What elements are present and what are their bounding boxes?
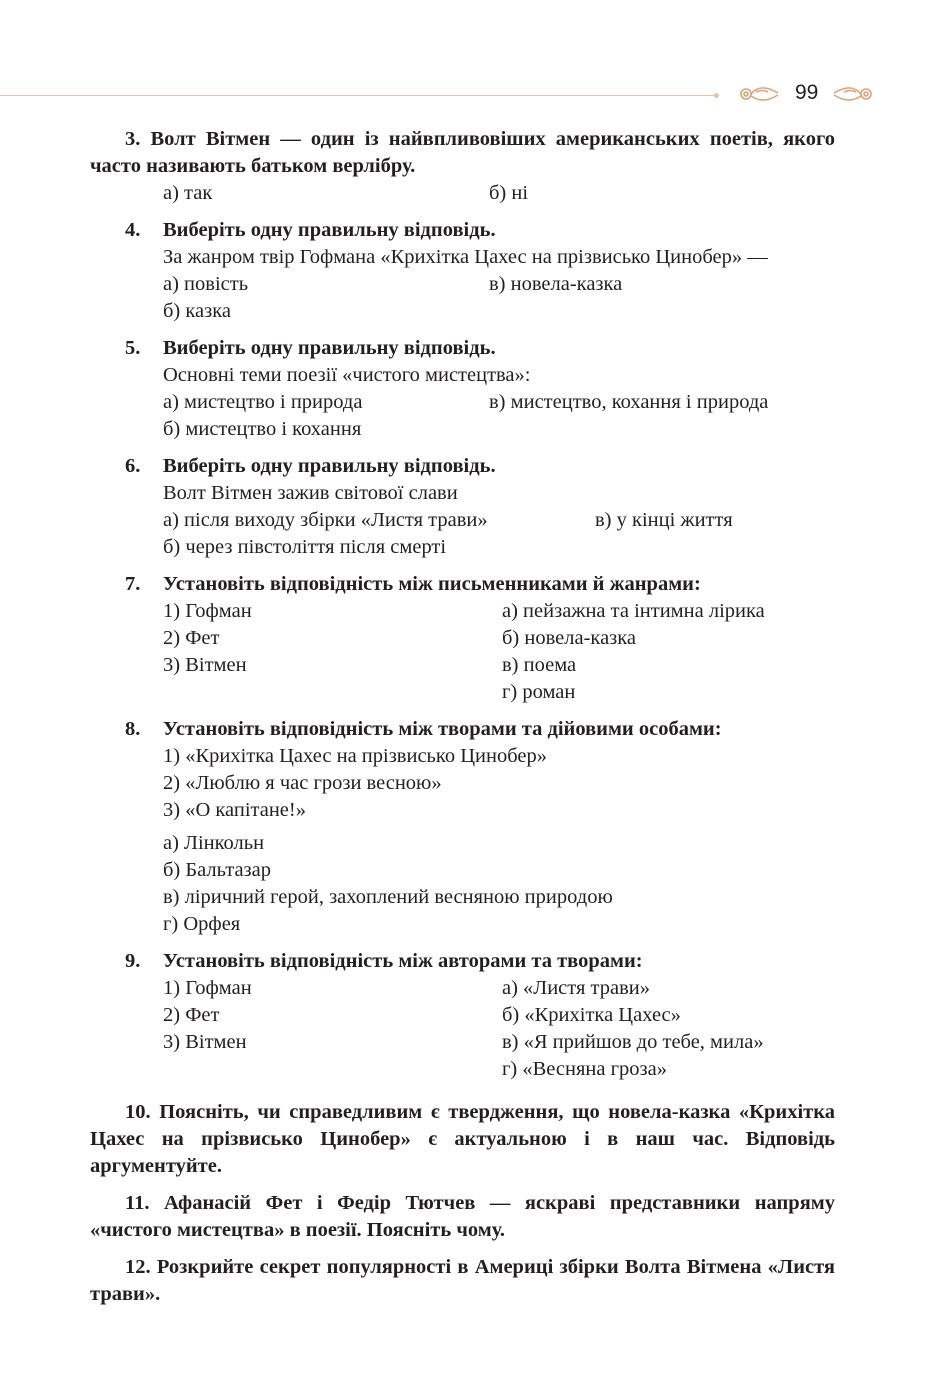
option-b: б) ні: [489, 182, 529, 204]
question-6-number: 6.: [125, 455, 141, 477]
author-empty: [163, 1056, 502, 1083]
question-4-text: За жанром твір Гофмана «Крихітка Цахес на прізвисько Цинобер» —: [163, 246, 768, 268]
author-3: 3) Вітмен: [163, 1031, 247, 1053]
question-3: [90, 126, 835, 207]
writer-3: 3) Вітмен: [163, 654, 247, 676]
genre-v: в) поема: [502, 654, 577, 676]
exercise-list: [90, 126, 835, 1318]
question-10: 10. Поясніть, чи справедливим є твердження, що новела-казка «Крихітка Цахес на прізвисько Цинобер» є актуальною і в наш час. Відповідь аргументуйте.: [90, 1101, 835, 1177]
question-4-title: Виберіть одну правильну відповідь.: [163, 219, 496, 241]
person-b: б) Бальтазар: [163, 859, 271, 881]
question-6: [90, 453, 835, 561]
question-11: 11. Афанасій Фет і Федір Тютчев — яскраві представники напряму «чистого мистецтва» в поезії. Поясніть чому.: [90, 1192, 835, 1241]
work-2: 2) «Люблю я час грози весною»: [163, 772, 442, 794]
option-b: б) мистецтво і кохання: [163, 418, 362, 440]
option-a: а) після виходу збірки «Листя трави»: [163, 509, 488, 531]
work-b: б) «Крихітка Цахес»: [502, 1004, 681, 1026]
question-8: [90, 716, 835, 938]
question-3-options: [90, 180, 835, 207]
header-rule-dot: [714, 93, 719, 98]
question-7: [90, 571, 835, 706]
person-g: г) Орфея: [163, 913, 241, 935]
question-5: [90, 335, 835, 443]
writer-2: 2) Фет: [163, 627, 220, 649]
page-number: 99: [795, 81, 819, 104]
question-8-title: Установіть відповідність між творами та дійовими особами:: [163, 718, 722, 740]
ornament-right-icon: [832, 83, 876, 105]
work-v: в) «Я прийшов до тебе, мила»: [502, 1031, 764, 1053]
question-5-number: 5.: [125, 337, 141, 359]
person-a: а) Лінкольн: [163, 832, 265, 854]
question-5-title: Виберіть одну правильну відповідь.: [163, 337, 496, 359]
ornament-left-icon: [736, 83, 780, 105]
question-4: [90, 217, 835, 325]
work-1: 1) «Крихітка Цахес на прізвисько Цинобер»: [163, 745, 547, 767]
question-9-title: Установіть відповідність між авторами та творами:: [163, 950, 643, 972]
work-3: 3) «О капітане!»: [163, 799, 306, 821]
option-b: б) через півстоліття після смерті: [163, 536, 447, 558]
genre-g: г) роман: [502, 681, 576, 703]
author-2: 2) Фет: [163, 1004, 220, 1026]
option-a: а) мистецтво і природа: [163, 391, 363, 413]
option-a: а) так: [163, 182, 213, 204]
author-1: 1) Гофман: [163, 977, 252, 999]
question-12: 12. Розкрийте секрет популярності в Америці збірки Волта Вітмена «Листя трави».: [90, 1256, 835, 1305]
question-4-number: 4.: [125, 219, 141, 241]
option-v: в) у кінці життя: [595, 509, 733, 531]
option-b: б) казка: [163, 300, 231, 322]
question-6-title: Виберіть одну правильну відповідь.: [163, 455, 496, 477]
writer-1: 1) Гофман: [163, 600, 252, 622]
work-a: а) «Листя трави»: [502, 977, 650, 999]
question-9-number: 9.: [125, 950, 141, 972]
work-g: г) «Весняна гроза»: [502, 1058, 667, 1080]
page-header: [0, 78, 952, 114]
genre-b: б) новела-казка: [502, 627, 637, 649]
question-3-text: 3. Волт Вітмен — один із найвпливовіших американських поетів, якого часто називають батьком верлібру.: [90, 128, 835, 177]
question-7-number: 7.: [125, 573, 141, 595]
question-9: [90, 948, 835, 1083]
question-6-text: Волт Вітмен зажив світової слави: [163, 482, 458, 504]
option-a: а) повість: [163, 273, 249, 295]
question-8-number: 8.: [125, 718, 141, 740]
option-v: в) мистецтво, кохання і природа: [489, 391, 769, 413]
genre-a: а) пейзажна та інтимна лірика: [502, 600, 765, 622]
writer-empty: [163, 679, 502, 706]
question-5-text: Основні теми поезії «чистого мистецтва»:: [163, 364, 531, 386]
header-rule: [0, 95, 716, 96]
option-v: в) новела-казка: [489, 273, 623, 295]
person-v: в) ліричний герой, захоплений весняною природою: [163, 886, 613, 908]
question-7-title: Установіть відповідність між письменниками й жанрами:: [163, 573, 701, 595]
